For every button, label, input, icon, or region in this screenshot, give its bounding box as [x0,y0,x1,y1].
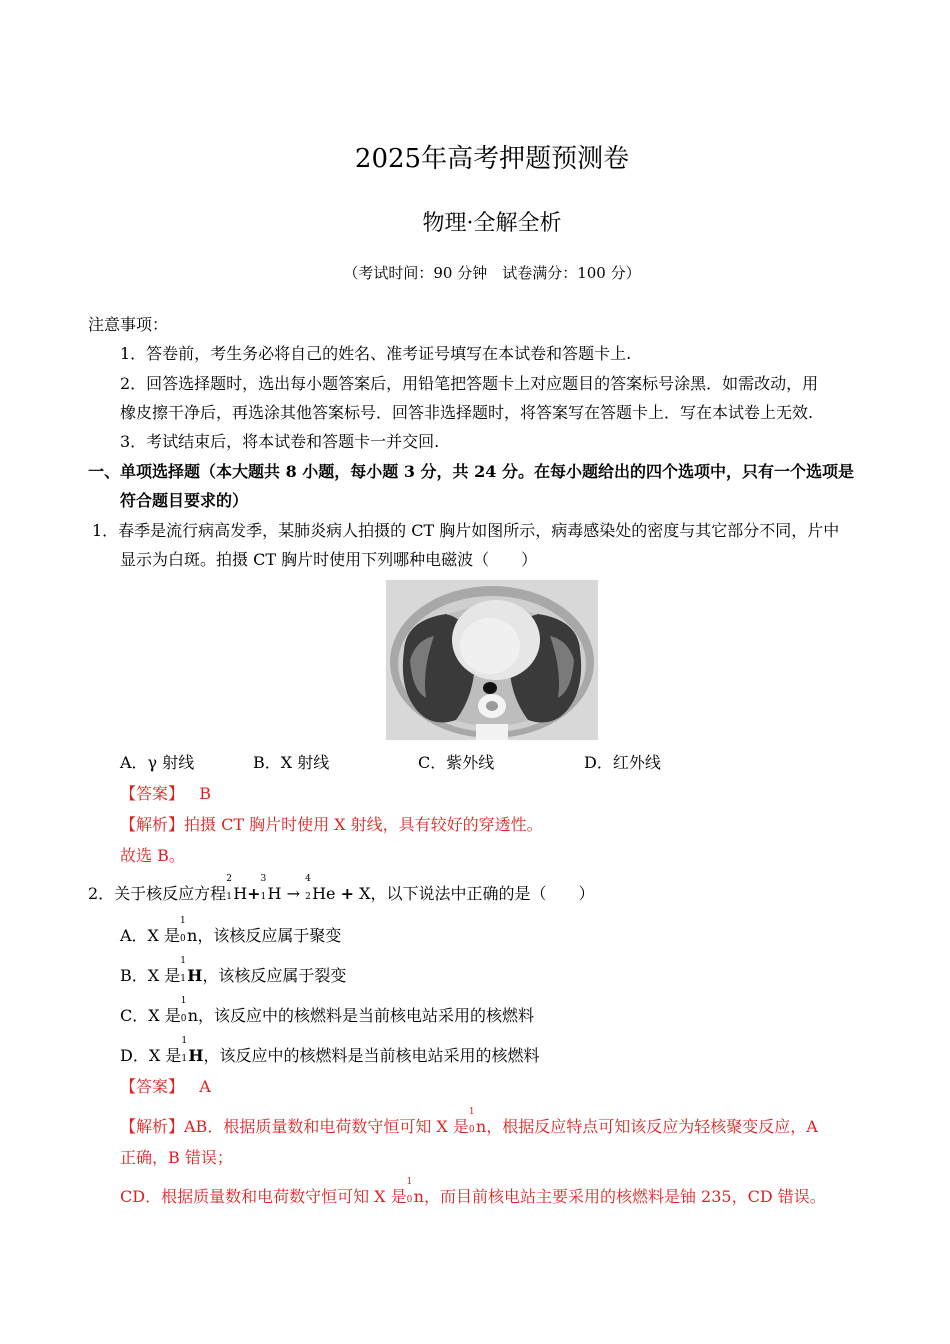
nuclide-h3: 3 1 H [260,874,282,903]
q2-analysis: 【解析】AB．根据质量数和电荷数守恒可知 X 是 1 0 n，根据反应特点可知该反应为轻核聚变反应，A [120,1107,818,1136]
nuclide-he4: 4 2 He [305,874,336,903]
note-item-2: 2．回答选择题时，选出每小题答案后，用铅笔把答题卡上对应题目的答案标号涂黑．如需改动，用 [120,374,819,393]
q2-option-d: D．X 是 1 1 H，该反应中的核燃料是当前核电站采用的核燃料 [120,1036,540,1065]
q2-analysis-cont: 正确，B 错误； [120,1148,233,1167]
q1-analysis: 【解析】拍摄 CT 胸片时使用 X 射线，具有较好的穿透性。 [120,815,543,834]
q2-answer [120,1077,211,1096]
notes-heading: 注意事项： [88,315,169,334]
ct-chest-scan-image [386,580,598,740]
section-heading: 一、单项选择题（本大题共 8 小题，每小题 3 分，共 24 分。在每小题给出的四个选项中，只有一个选项是 [88,462,854,481]
q1-answer [120,784,211,803]
neutron-symbol: 1 0 n [180,996,199,1025]
page-subtitle: 物理·全解全析 [422,211,562,236]
q1-option-b: B．X 射线 [253,753,330,772]
q2-analysis-cd: CD．根据质量数和电荷数守恒可知 X 是 1 0 n，而目前核电站主要采用的核燃料是铀 235，CD 错误。 [120,1177,826,1206]
reaction-arrow: → [286,884,300,903]
q1-option-c: C．紫外线 [418,753,495,772]
q1-option-a: A．γ 射线 [120,753,195,772]
q2-stem-suffix: ，以下说法中正确的是（ ） [370,884,595,903]
page-title: 2025年高考押题预测卷 [354,144,630,174]
section-heading-cont: 符合题目要求的） [120,491,249,510]
question-2-stem: 2．关于核反应方程 2 1 H+ 3 1 H → 4 2 He + X，以下说法中正确的是（ ） [88,874,595,903]
q1-answer-label: 【答案】 [120,784,185,803]
q2-option-c: C．X 是 1 0 n，该反应中的核燃料是当前核电站采用的核燃料 [120,996,535,1025]
q1-option-d: D．红外线 [584,753,661,772]
q2-option-b: B．X 是 1 1 H，该核反应属于裂变 [120,956,347,985]
proton-symbol: 1 1 H [180,956,203,985]
q2-stem-prefix: 2．关于核反应方程 [88,884,227,903]
neutron-symbol: 1 0 n [180,916,198,945]
neutron-symbol: 1 0 n [406,1177,424,1206]
exam-info: （考试时间：90 分钟 试卷满分：100 分） [343,264,641,282]
q1-conclusion: 故选 B。 [120,846,185,865]
note-item-2-cont: 橡皮擦干净后，再选涂其他答案标号．回答非选择题时，将答案写在答题卡上．写在本试卷上无效. [120,403,814,422]
question-1-stem-cont: 显示为白斑。拍摄 CT 胸片时使用下列哪种电磁波（ ） [120,550,538,569]
question-1-stem: 1．春季是流行病高发季，某肺炎病人拍摄的 CT 胸片如图所示，病毒感染处的密度与其它部分不同，片中 [92,521,840,540]
nuclide-h2: 2 1 H [226,874,248,903]
proton-symbol: 1 1 H [181,1036,204,1065]
q1-answer-value: B [199,784,212,803]
note-item-1: 1．答卷前，考生务必将自己的姓名、准考证号填写在本试卷和答题卡上. [120,344,632,363]
note-item-3: 3．考试结束后，将本试卷和答题卡一并交回. [120,432,440,451]
q2-option-a: A．X 是 1 0 n，该核反应属于聚变 [120,916,342,945]
q2-answer-value: A [199,1077,211,1096]
q2-answer-label: 【答案】 [120,1077,185,1096]
product-x: X [359,884,371,903]
neutron-symbol: 1 0 n [468,1107,487,1136]
